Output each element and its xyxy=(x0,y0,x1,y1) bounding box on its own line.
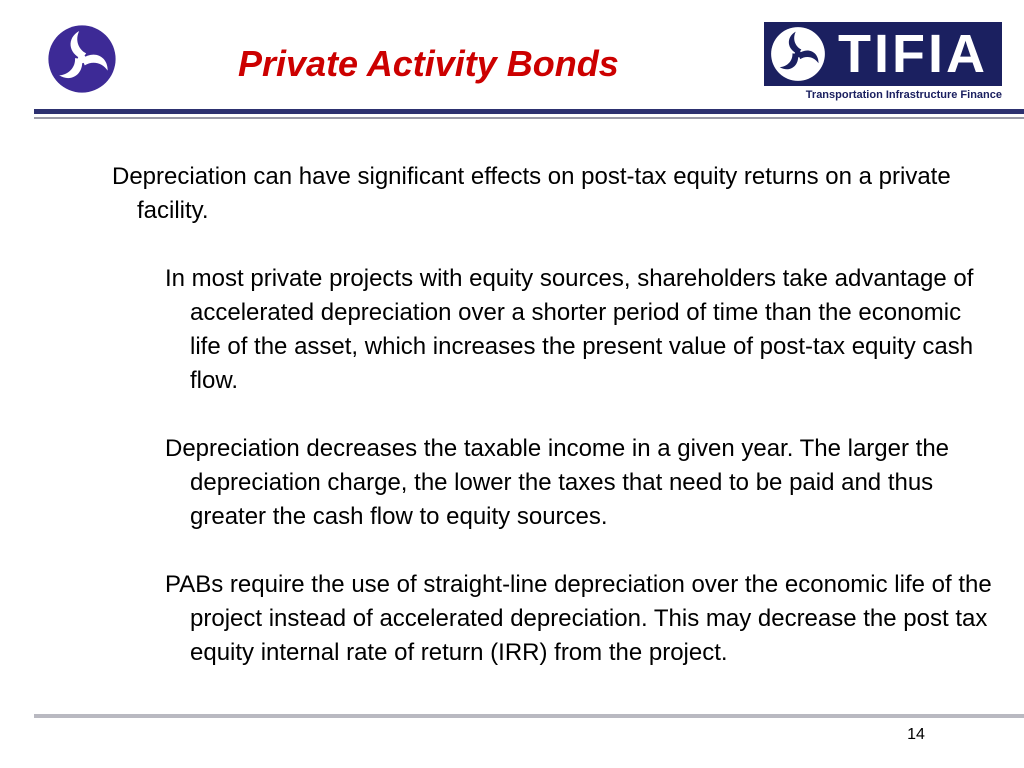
bullet-item: Depreciation decreases the taxable income in a given year. The larger the depreciation charge, the lower the taxes that need to be paid and thus greater the cash flow to equity sources. xyxy=(165,435,950,530)
dot-logo xyxy=(44,24,120,94)
tifia-tagline: Transportation Infrastructure Finance xyxy=(805,89,1002,101)
page-title: Private Activity Bonds xyxy=(238,43,619,84)
tifia-logo-box xyxy=(764,22,1002,86)
tifia-logo xyxy=(764,22,1002,104)
header-rule xyxy=(34,109,1024,114)
page-number: 14 xyxy=(907,726,925,743)
tifia-wordmark: TIFIA xyxy=(838,24,988,84)
bullet-item: PABs require the use of straight-line depreciation over the economic life of the project instead of accelerated depreciation. This may decrease the post tax equity internal rate of return (IRR) from the project. xyxy=(165,571,992,666)
tifia-logo-mark xyxy=(770,26,826,82)
slide-body xyxy=(112,160,992,670)
footer-rule xyxy=(34,714,1024,718)
bullet-item: In most private projects with equity sources, shareholders take advantage of accelerated depreciation over a shorter period of time than the economic life of the asset, which increases the present value of post-tax equity cash flow. xyxy=(165,265,974,394)
header-rule-thin xyxy=(34,117,1024,119)
intro-paragraph: Depreciation can have significant effects on post-tax equity returns on a private facility. xyxy=(112,163,951,224)
